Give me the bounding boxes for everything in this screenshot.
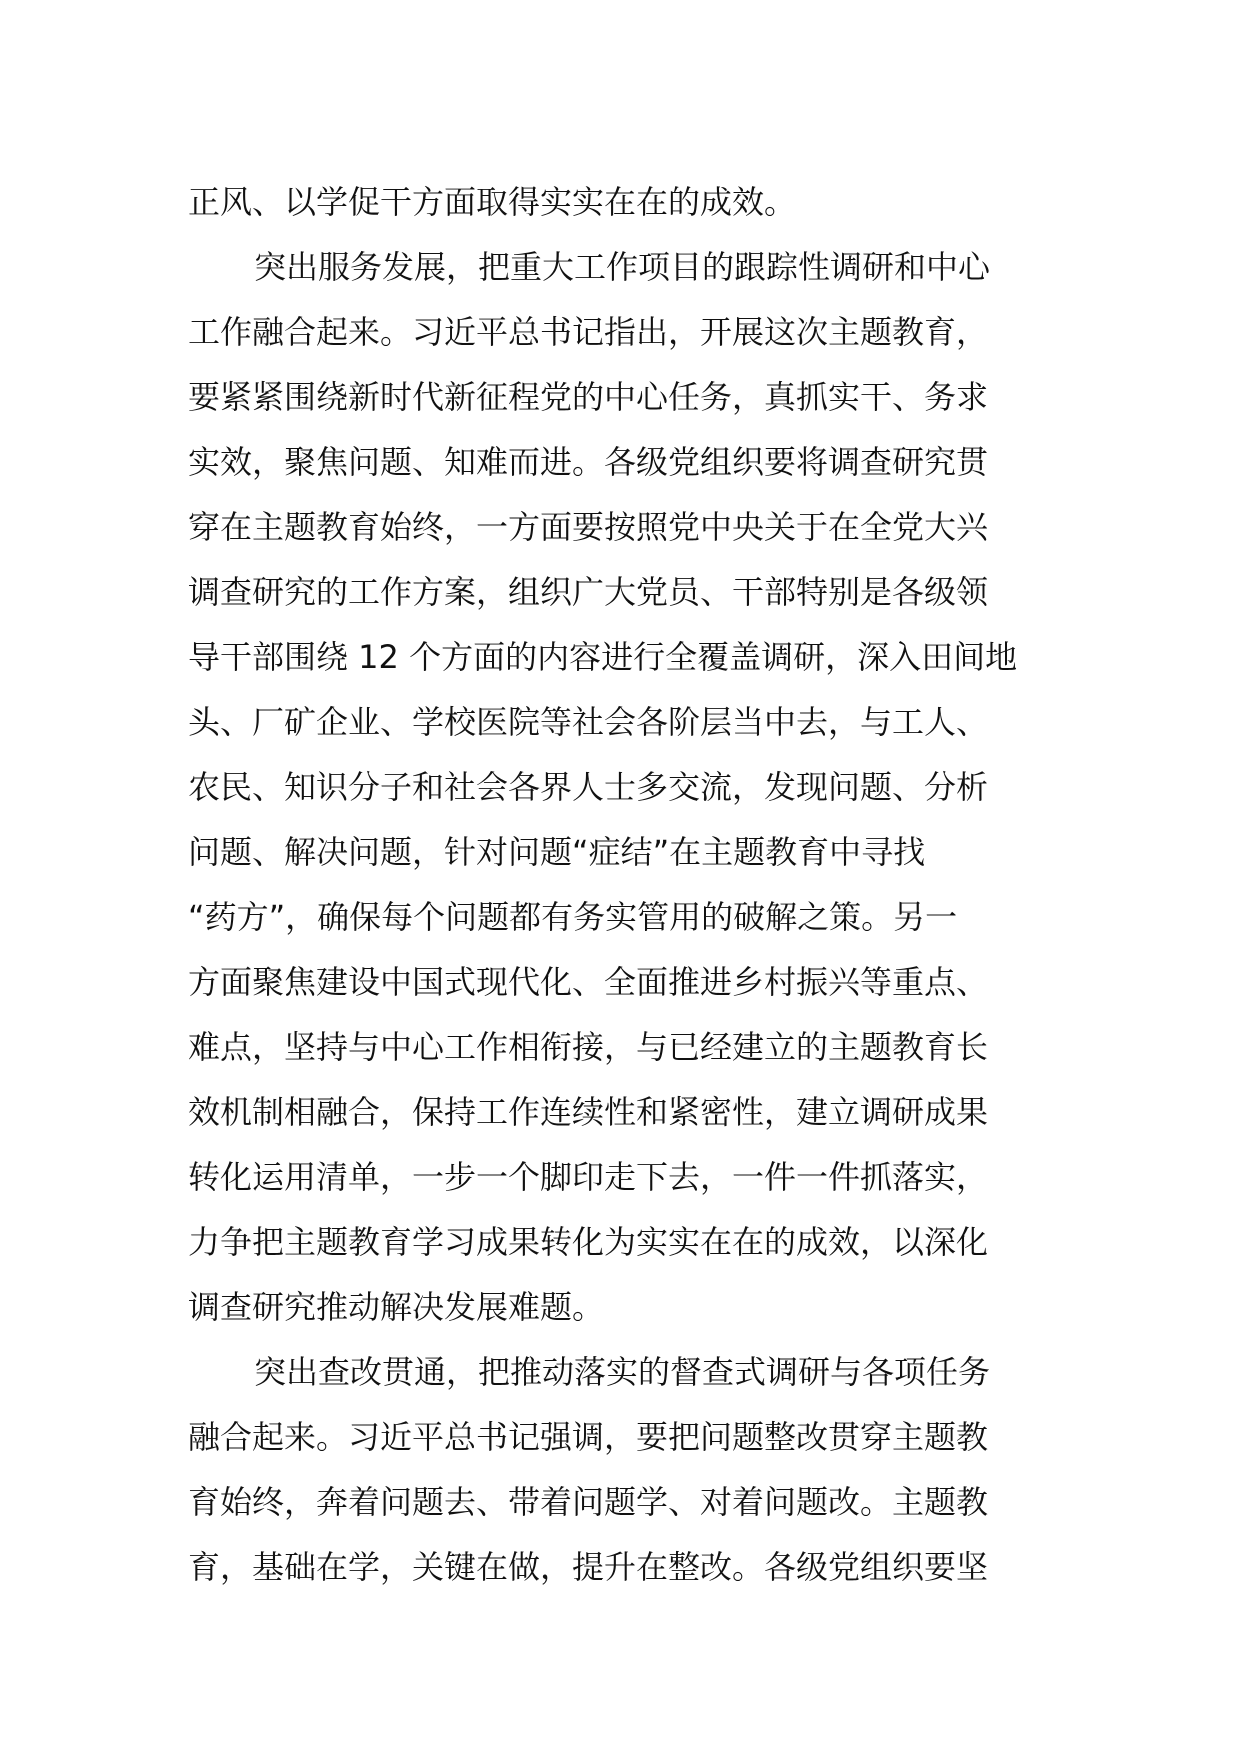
text-line: 方面聚焦建设中国式现代化、全面推进乡村振兴等重点、 — [188, 963, 989, 1001]
paragraph-start-line: 突出服务发展，把重大工作项目的跟踪性调研和中心 — [254, 248, 991, 286]
text-line: 力争把主题教育学习成果转化为实实在在的成效，以深化 — [188, 1223, 989, 1261]
text-line: 实效，聚焦问题、知难而进。各级党组织要将调查研究贯 — [188, 443, 989, 481]
text-line: 转化运用清单，一步一个脚印走下去，一件一件抓落实， — [188, 1158, 989, 1196]
text-line: 头、厂矿企业、学校医院等社会各阶层当中去，与工人、 — [188, 703, 989, 741]
text-line: 育始终，奔着问题去、带着问题学、对着问题改。主题教 — [188, 1483, 989, 1521]
text-line: 调查研究的工作方案，组织广大党员、干部特别是各级领 — [188, 573, 989, 611]
text-line: 正风、以学促干方面取得实实在在的成效。 — [188, 183, 797, 221]
text-line: 融合起来。习近平总书记强调，要把问题整改贯穿主题教 — [188, 1418, 989, 1456]
text-line: 效机制相融合，保持工作连续性和紧密性，建立调研成果 — [188, 1093, 989, 1131]
paragraph-start-line: 突出查改贯通，把推动落实的督查式调研与各项任务 — [254, 1353, 991, 1391]
body-text — [188, 170, 1058, 1600]
text-line: 育，基础在学，关键在做，提升在整改。各级党组织要坚 — [188, 1548, 989, 1586]
text-line: 调查研究推动解决发展难题。 — [188, 1288, 605, 1326]
text-line: “药方”，确保每个问题都有务实管用的破解之策。另一 — [188, 898, 958, 936]
text-line: 要紧紧围绕新时代新征程党的中心任务，真抓实干、务求 — [188, 378, 989, 416]
text-line: 问题、解决问题，针对问题“症结”在主题教育中寻找 — [188, 833, 926, 871]
text-line: 工作融合起来。习近平总书记指出，开展这次主题教育， — [188, 313, 989, 351]
text-line: 农民、知识分子和社会各界人士多交流，发现问题、分析 — [188, 768, 989, 806]
text-line: 穿在主题教育始终，一方面要按照党中央关于在全党大兴 — [188, 508, 989, 546]
text-line: 导干部围绕 12 个方面的内容进行全覆盖调研，深入田间地 — [188, 638, 1018, 676]
text-line: 难点，坚持与中心工作相衔接，与已经建立的主题教育长 — [188, 1028, 989, 1066]
